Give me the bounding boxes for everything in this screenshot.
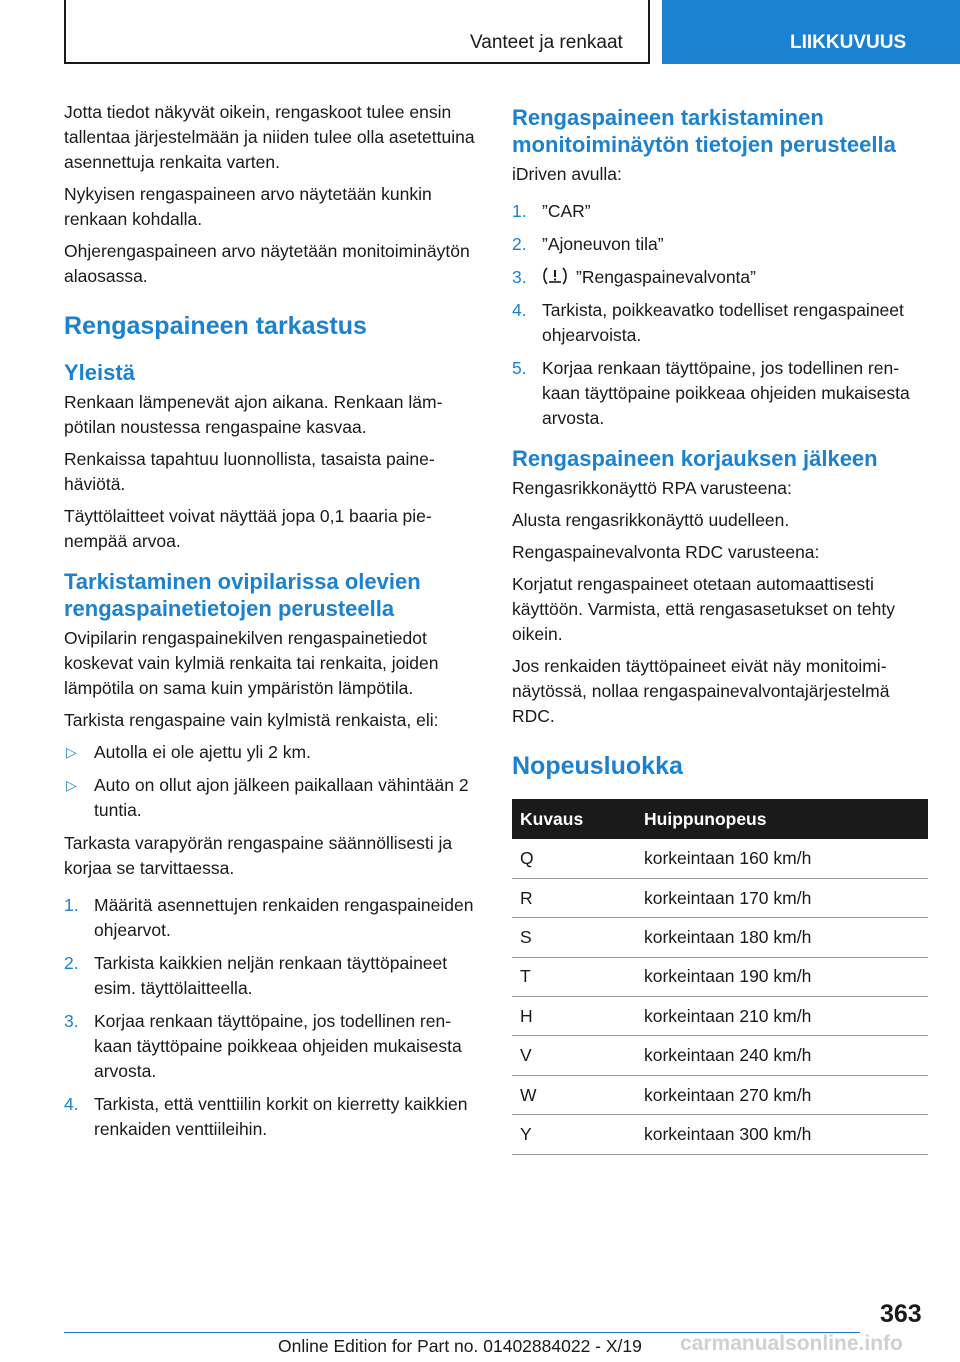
column-header-kuvaus: Kuvaus	[512, 799, 636, 839]
numbered-steps	[512, 199, 928, 431]
table-row: Y korkeintaan 300 km/h	[512, 1115, 928, 1154]
paragraph: Ovipilarin rengaspainekilven rengaspainetiedot koskevat vain kylmiä renkaita tai renkaita, joiden lämpötila on sama kuin ympäristön lämpötila.	[64, 628, 439, 698]
list-item: 1. ”CAR”	[512, 201, 591, 221]
table-row: W korkeintaan 270 km/h	[512, 1075, 928, 1114]
column-header-huippunopeus: Huippunopeus	[636, 799, 928, 839]
speed-class-table	[512, 799, 928, 1155]
table-row: V korkeintaan 240 km/h	[512, 1036, 928, 1075]
numbered-steps	[64, 893, 480, 1142]
table-row: S korkeintaan 180 km/h	[512, 918, 928, 957]
heading-ovipilari: Tarkistaminen ovipilarissa olevien rengaspainetietojen perusteella	[64, 569, 421, 621]
heading-nopeusluokka: Nopeusluokka	[512, 752, 683, 780]
heading-rengaspaineen-tarkastus: Rengaspaineen tarkastus	[64, 312, 367, 340]
heading-yleista: Yleistä	[64, 360, 135, 385]
table-row: H korkeintaan 210 km/h	[512, 997, 928, 1036]
list-item: 4. Tarkista, että venttiilin korkit on kierretty kaikkien renkaiden venttiileihin.	[64, 1094, 468, 1139]
list-item: 3. Korjaa renkaan täyttöpaine, jos todellinen renkaan täyttöpaine poikkeaa ohjeiden mukaisesta arvosta.	[64, 1011, 462, 1081]
paragraph: Rengasrikkonäyttö RPA varusteena:	[512, 478, 792, 498]
list-item: 4. Tarkista, poikkeavatko todelliset rengaspaineet ohjearvoista.	[512, 300, 904, 345]
list-item: ▷ Auto on ollut ajon jälkeen paikallaan vähintään 2 tuntia.	[66, 775, 469, 820]
paragraph: iDriven avulla:	[512, 164, 622, 184]
page-number: 363	[880, 1300, 922, 1328]
paragraph: Rengaspainevalvonta RDC varusteena:	[512, 542, 820, 562]
footer-edition: Online Edition for Part no. 01402884022 - X/19	[278, 1336, 642, 1356]
paragraph: Alusta rengasrikkonäyttö uudelleen.	[512, 510, 790, 530]
right-column	[512, 104, 928, 1155]
heading-monitoiminaytto: Rengaspaineen tarkistaminen monitoiminäytön tietojen perusteella	[512, 105, 896, 157]
bullet-list	[64, 740, 480, 823]
table-row: T korkeintaan 190 km/h	[512, 957, 928, 996]
paragraph: Renkaan lämpenevät ajon aikana. Renkaan lämpötilan noustessa rengaspaine kasvaa.	[64, 392, 443, 437]
list-item: ▷ Autolla ei ole ajettu yli 2 km.	[64, 740, 480, 765]
paragraph: Täyttölaitteet voivat näyttää jopa 0,1 baaria pienempää arvoa.	[64, 506, 432, 551]
paragraph: Tarkasta varapyörän rengaspaine säännöllisesti ja korjaa se tarvittaessa.	[64, 833, 453, 878]
table-row: Q korkeintaan 160 km/h	[512, 839, 928, 878]
header-section-title: Vanteet ja renkaat	[470, 32, 623, 53]
paragraph: Tarkista rengaspaine vain kylmistä renkaista, eli:	[64, 710, 439, 730]
paragraph: Renkaissa tapahtuu luonnollista, tasaista painehäviötä.	[64, 449, 435, 494]
triangle-bullet-icon: ▷	[66, 777, 77, 793]
list-item: 2. Tarkista kaikkien neljän renkaan täyttöpaineet esim. täyttölaitteella.	[64, 953, 448, 998]
left-column	[64, 100, 480, 1156]
list-item: 3. ”Rengaspainevalvonta”	[512, 267, 756, 287]
header-border-right	[648, 0, 650, 64]
paragraph: Korjatut rengaspaineet otetaan automaattisesti käyttöön. Varmista, että rengasasetukset on tehty oikein.	[512, 574, 895, 644]
paragraph: Nykyisen rengaspaineen arvo näytetään kunkin renkaan kohdalla.	[64, 184, 432, 229]
tire-pressure-warning-icon	[542, 266, 568, 286]
paragraph: Jos renkaiden täyttöpaineet eivät näy monitoiminäytössä, nollaa rengaspainevalvontajärjestelmä RDC.	[512, 656, 890, 726]
list-item: 5. Korjaa renkaan täyttöpaine, jos todellinen renkaan täyttöpaine poikkeaa ohjeiden mukaisesta arvosta.	[512, 358, 910, 428]
table-row: R korkeintaan 170 km/h	[512, 878, 928, 917]
heading-korjauksen-jalkeen: Rengaspaineen korjauksen jälkeen	[512, 446, 878, 471]
list-item: 2. ”Ajoneuvon tila”	[512, 234, 664, 254]
paragraph: Jotta tiedot näkyvät oikein, rengaskoot tulee ensin tallentaa järjestelmään ja niiden tulee olla asetettuina asennettuja renkaita varten.	[64, 102, 475, 172]
header-chapter-tab[interactable]: LIIKKUVUUS	[662, 0, 960, 64]
header-border-left	[64, 0, 66, 64]
triangle-bullet-icon: ▷	[66, 744, 77, 760]
header-border-bottom	[64, 62, 650, 64]
paragraph: Ohjerengaspaineen arvo näytetään monitoiminäytön alaosassa.	[64, 241, 470, 286]
table-header-row	[512, 799, 928, 839]
list-item: 1. Määritä asennettujen renkaiden rengaspaineiden ohjearvot.	[64, 895, 474, 940]
watermark: carmanualsonline.info	[680, 1332, 903, 1355]
